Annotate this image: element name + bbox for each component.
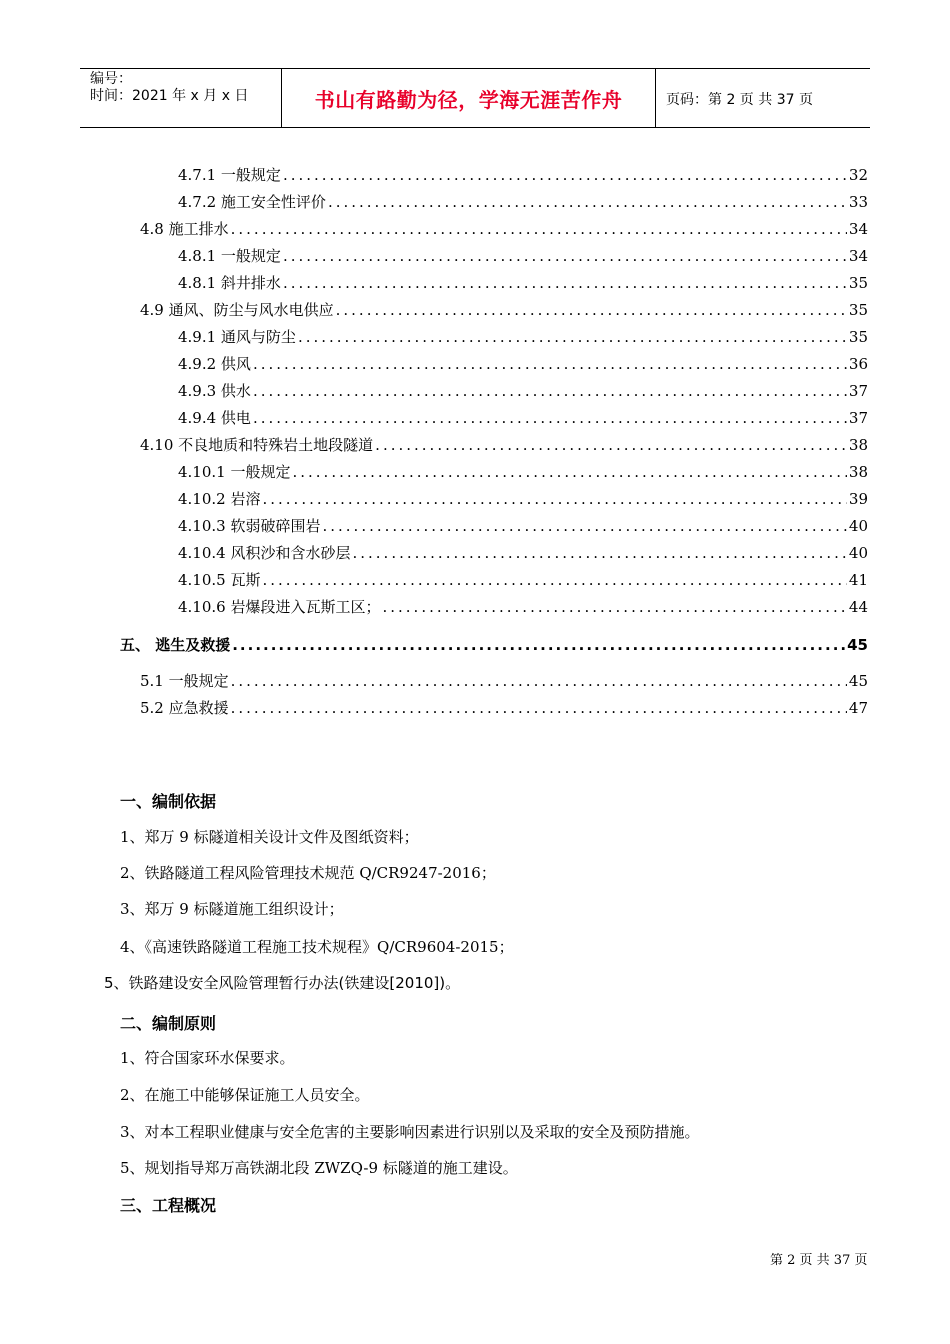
toc-title: 4.9.4 供电: [178, 409, 251, 427]
toc-page: 34: [848, 220, 868, 238]
toc-title: 4.10.2 岩溶: [178, 490, 261, 508]
toc-entry[interactable]: [140, 670, 868, 692]
toc-page: 40: [848, 544, 868, 562]
toc-leader: [283, 247, 847, 265]
toc-page: 39: [848, 490, 868, 508]
toc-title: 4.7.2 施工安全性评价: [178, 193, 326, 211]
toc-entry[interactable]: [140, 299, 868, 321]
toc-title: 4.7.1 一般规定: [178, 166, 281, 184]
paragraph: 5、铁路建设安全风险管理暂行办法(铁建设[2010])。: [104, 974, 461, 992]
toc-leader: [298, 328, 847, 346]
toc-page: 40: [848, 517, 868, 535]
toc-leader: [231, 220, 847, 238]
toc-entry-chapter[interactable]: [120, 634, 868, 656]
toc-title: 4.9 通风、防尘与风水电供应: [140, 301, 334, 319]
paragraph: 3、对本工程职业健康与安全危害的主要影响因素进行识别以及采取的安全及预防措施。: [120, 1123, 700, 1141]
toc-title: 五、 逃生及救援: [120, 636, 231, 654]
toc-entry[interactable]: [178, 569, 868, 591]
toc-title: 4.9.1 通风与防尘: [178, 328, 296, 346]
toc-title: 4.8 施工排水: [140, 220, 229, 238]
toc-page: 35: [848, 328, 868, 346]
paragraph: 1、郑万 9 标隧道相关设计文件及图纸资料；: [120, 828, 419, 846]
toc-entry[interactable]: [140, 697, 868, 719]
header-meta: [80, 69, 282, 128]
toc-title: 4.10.6 岩爆段进入瓦斯工区；: [178, 598, 381, 616]
toc-title: 5.1 一般规定: [140, 672, 229, 690]
page-header: [80, 68, 870, 128]
toc-page: 35: [848, 274, 868, 292]
paragraph: 5、规划指导郑万高铁湖北段 ZWZQ-9 标隧道的施工建设。: [120, 1159, 518, 1177]
toc-page: 34: [848, 247, 868, 265]
toc-entry[interactable]: [178, 596, 868, 618]
toc-page: 45: [847, 636, 868, 654]
toc-leader: [283, 166, 847, 184]
toc-title: 4.10 不良地质和特殊岩土地段隧道: [140, 436, 374, 454]
paragraph: 2、在施工中能够保证施工人员安全。: [120, 1086, 370, 1104]
toc-page: 45: [848, 672, 868, 690]
header-motto: 书山有路勤为径，学海无涯苦作舟: [282, 69, 656, 128]
toc-title: 4.10.5 瓦斯: [178, 571, 261, 589]
toc-leader: [352, 544, 846, 562]
toc-title: 4.9.2 供风: [178, 355, 251, 373]
toc-entry[interactable]: [178, 542, 868, 564]
toc-entry[interactable]: [178, 326, 868, 348]
toc-leader: [292, 463, 846, 481]
toc-entry[interactable]: [178, 380, 868, 402]
toc-page: 41: [848, 571, 868, 589]
toc-leader: [382, 598, 846, 616]
toc-title: 4.10.4 风积沙和含水砂层: [178, 544, 351, 562]
toc-leader: [262, 571, 846, 589]
header-page-info: 页码：第 2 页 共 37 页: [666, 91, 813, 108]
toc-leader: [336, 301, 847, 319]
toc-leader: [253, 409, 847, 427]
section-heading: 三、工程概况: [120, 1196, 217, 1215]
toc-leader: [232, 636, 845, 654]
page-footer: 第 2 页 共 37 页: [770, 1253, 868, 1268]
toc-entry[interactable]: [178, 164, 868, 186]
toc-title: 4.8.1 一般规定: [178, 247, 281, 265]
toc-entry[interactable]: [178, 245, 868, 267]
paragraph: 3、郑万 9 标隧道施工组织设计；: [120, 900, 344, 918]
toc-entry[interactable]: [178, 407, 868, 429]
toc-page: 37: [848, 409, 868, 427]
toc-page: 36: [848, 355, 868, 373]
toc-entry[interactable]: [178, 488, 868, 510]
toc-page: 37: [848, 382, 868, 400]
toc-entry[interactable]: [178, 191, 868, 213]
toc-leader: [328, 193, 847, 211]
paragraph: 2、铁路隧道工程风险管理技术规范 Q/CR9247-2016；: [120, 864, 496, 882]
toc-leader: [253, 382, 847, 400]
toc-leader: [322, 517, 846, 535]
toc-page: 35: [848, 301, 868, 319]
toc-page: 47: [848, 699, 868, 717]
toc-page: 32: [848, 166, 868, 184]
toc-leader: [283, 274, 847, 292]
toc-title: 4.10.3 软弱破碎围岩: [178, 517, 321, 535]
toc-leader: [262, 490, 846, 508]
section-heading: 二、编制原则: [120, 1014, 217, 1033]
toc-title: 4.10.1 一般规定: [178, 463, 291, 481]
toc-entry[interactable]: [140, 434, 868, 456]
toc-title: 4.9.3 供水: [178, 382, 251, 400]
toc-entry[interactable]: [178, 353, 868, 375]
header-number: 编号：: [90, 71, 132, 87]
toc-title: 4.8.1 斜井排水: [178, 274, 281, 292]
toc-page: 38: [848, 463, 868, 481]
toc-leader: [231, 672, 847, 690]
paragraph: 4、《高速铁路隧道工程施工技术规程》Q/CR9604-2015；: [120, 938, 514, 956]
toc-page: 38: [848, 436, 868, 454]
toc-leader: [253, 355, 847, 373]
toc-entry[interactable]: [178, 515, 868, 537]
toc-page: 33: [848, 193, 868, 211]
toc-entry[interactable]: [140, 218, 868, 240]
header-date: 时间：2021 年 x 月 x 日: [90, 88, 249, 104]
toc-title: 5.2 应急救援: [140, 699, 229, 717]
toc-page: 44: [848, 598, 868, 616]
paragraph: 1、符合国家环水保要求。: [120, 1049, 295, 1067]
toc-leader: [375, 436, 847, 454]
section-heading: 一、编制依据: [120, 792, 217, 811]
toc-entry[interactable]: [178, 461, 868, 483]
toc-leader: [231, 699, 847, 717]
toc-entry[interactable]: [178, 272, 868, 294]
